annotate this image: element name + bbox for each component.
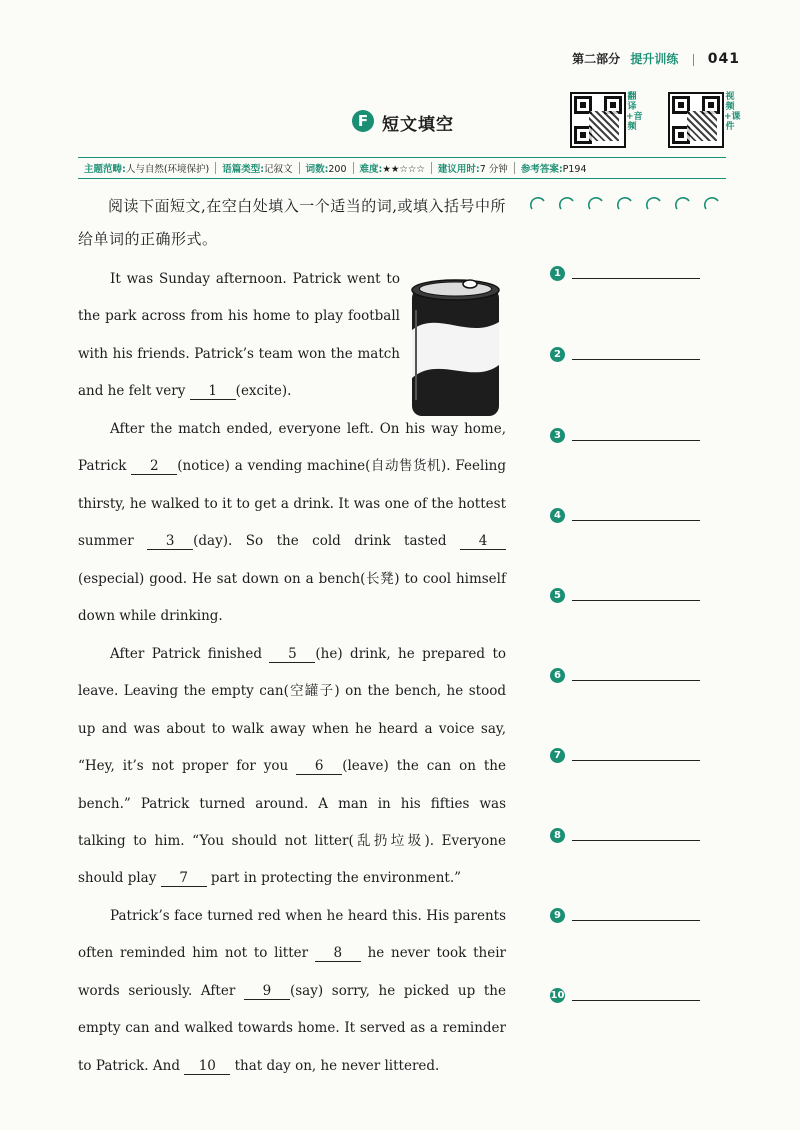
info-time: 建议用时:7 分钟 — [437, 164, 508, 175]
paragraph-1: It was Sunday afternoon. Patrick went to the park across from his home to play football with his friends. Patrick’s team won the match and he felt very 1 (excite). — [78, 271, 400, 400]
answer-line-6[interactable]: 6 — [550, 668, 710, 686]
blank-2: 2 — [131, 458, 177, 475]
qr-label-translation: 翻译+音频 — [626, 92, 643, 132]
answer-line-1[interactable]: 1 — [550, 266, 710, 284]
info-genre: 语篇类型:记叙文 — [222, 164, 293, 175]
section-title: 短文填空 — [382, 115, 454, 135]
instruction: 阅读下面短文,在空白处填入一个适当的词,或填入括号中所给单词的正确形式。 — [78, 197, 507, 248]
blank-7: 7 — [161, 870, 207, 887]
blank-1: 1 — [190, 383, 236, 400]
answer-line-5[interactable]: 5 — [550, 588, 710, 606]
blank-4: 4 — [460, 533, 506, 550]
answer-line-7[interactable]: 7 — [550, 748, 710, 766]
blank-9: 9 — [244, 983, 290, 1000]
section-label: 提升训练 — [630, 52, 679, 66]
running-head — [572, 50, 740, 67]
page-number: 041 — [707, 51, 740, 67]
paragraph-2: After the match ended, everyone left. On his way home, Patrick 2 (notice) a vending machine(自动售货机). Feeling thirsty, he walked to it to get a drink. It was one of the hottest summer 3 (day). So the cold drink tasted 4(especial) good. He sat down on a bench(长凳) to cool himself down while drinking. — [78, 421, 506, 625]
paragraph-4: Patrick’s face turned red when he heard this. His parents often reminded him not to litter 8 he never took their words seriously. After 9 (say) sorry, he picked up the empty can and walked towards home. It served as a reminder to Patrick. And 10 that day on, he never littered. — [78, 908, 506, 1074]
info-word-count: 词数:200 — [305, 164, 347, 175]
info-bar — [78, 157, 726, 179]
progress-circles — [528, 193, 728, 213]
info-topic: 主题范畴:人与自然(环境保护) — [84, 164, 210, 175]
qr-label-video: 视频+课件 — [724, 92, 741, 132]
qr-code-video[interactable] — [668, 92, 724, 148]
soda-can-illustration — [408, 270, 503, 425]
paragraph-3: After Patrick finished 5 (he) drink, he prepared to leave. Leaving the empty can(空罐子) on the bench, he stood up and was about to walk away when he heard a voice say, “Hey, it’s not proper for you 6 (leave) the can on the bench.” Patrick turned around. A man in his fifties was talking to him. “You should not litter(乱扔垃圾). Everyone should play 7 part in protecting the environment.” — [78, 646, 507, 887]
divider — [693, 54, 694, 66]
blank-8: 8 — [315, 945, 361, 962]
section-badge: F — [352, 110, 374, 132]
blank-6: 6 — [296, 758, 342, 775]
answer-line-4[interactable]: 4 — [550, 508, 710, 526]
qr-code-translation[interactable] — [570, 92, 626, 148]
info-difficulty: 难度:★★☆☆☆ — [359, 164, 425, 175]
answer-line-3[interactable]: 3 — [550, 428, 710, 446]
answer-line-2[interactable]: 2 — [550, 347, 710, 365]
blank-5: 5 — [269, 646, 315, 663]
info-answer-ref: 参考答案:P194 — [520, 164, 587, 175]
blank-10: 10 — [184, 1058, 230, 1075]
blank-3: 3 — [147, 533, 193, 550]
answer-line-10[interactable]: 10 — [550, 988, 710, 1006]
answer-line-8[interactable]: 8 — [550, 828, 710, 846]
answer-line-9[interactable]: 9 — [550, 908, 710, 926]
part-label: 第二部分 — [572, 52, 621, 66]
